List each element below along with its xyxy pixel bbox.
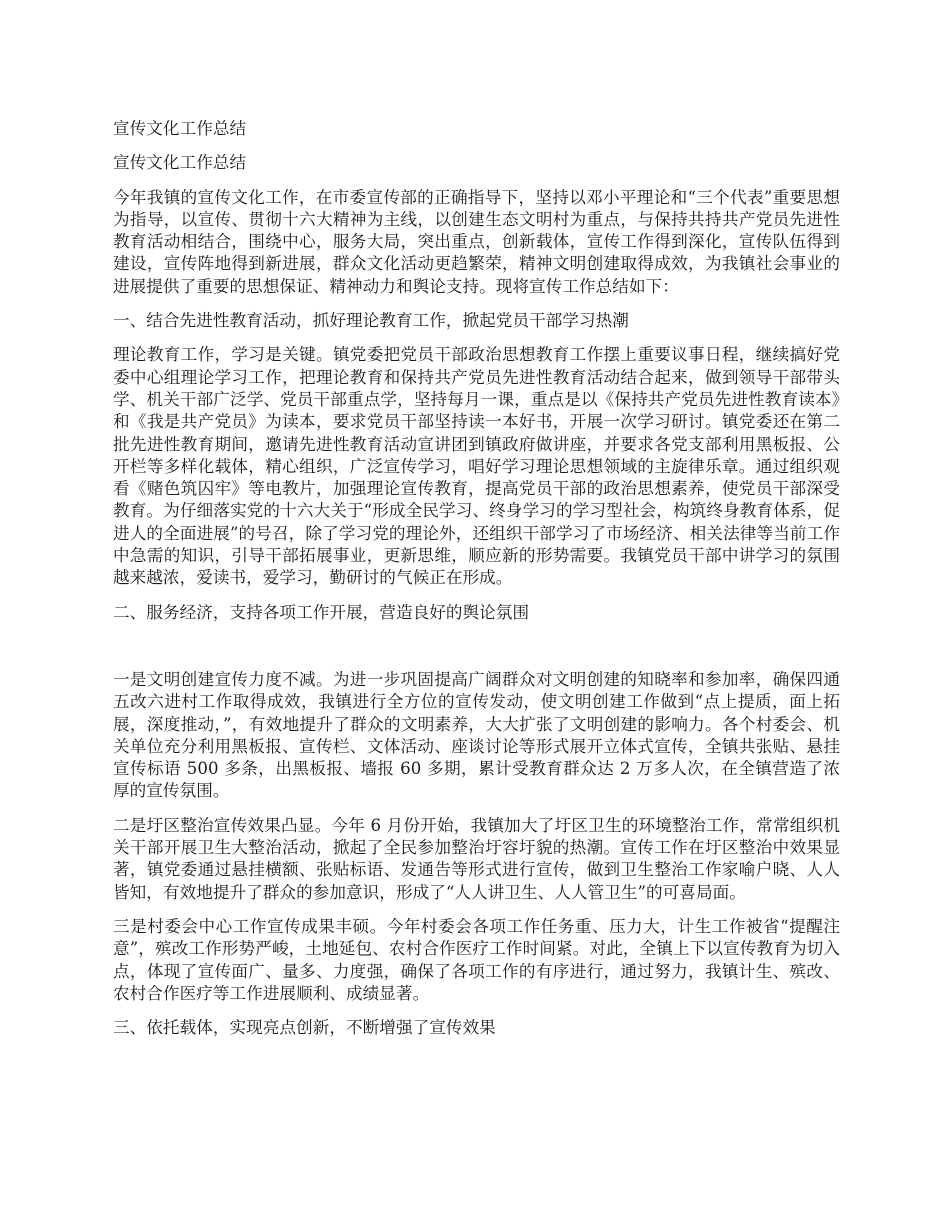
document-title: 宣传文化工作总结	[113, 119, 247, 138]
section-heading-3: 三、依托载体，实现亮点创新，不断增强了宣传效果	[113, 1018, 496, 1038]
section-1-paragraph: 理论教育工作，学习是关键。镇党委把党员干部政治思想教育工作摆上重要议事日程，继续搞好党委中心组理论学习工作，把理论教育和保持共产党员先进性教育活动结合起来，做到领导干部带头学、机关干部广泛学、党员干部重点学，坚持每月一课，重点是以《保持共产党员先进性教育读本》和《我是共产党员》为读本，要求党员干部坚持读一本好书，开展一次学习研讨。镇党委还在第二批先进性教育期间，邀请先进性教育活动宣讲团到镇政府做讲座，并要求各党支部利用黑板报、公开栏等多样化载体，精心组织，广泛宣传学习，唱好学习理论思想领域的主旋律乐章。通过组织观看《赌色筑囚牢》等电教片，加强理论宣传教育，提高党员干部的政治思想素养，使党员干部深受教育。为仔细落实党的十六大关于“形成全民学习、终身学习的学习型社会，构筑终身教育体系，促进人的全面进展”的号召，除了学习党的理论外，还组织干部学习了市场经济、相关法律等当前工作中急需的知识，引导干部拓展事业，更新思维，顺应新的形势需要。我镇党员干部中讲学习的氛围越来越浓，爱读书，爱学习，勤研讨的气候正在形成。	[113, 345, 840, 588]
document-subtitle: 宣传文化工作总结	[113, 153, 247, 173]
section-2-paragraph-2: 二是圩区整治宣传效果凸显。今年 6 月份开始，我镇加大了圩区卫生的环境整治工作，常常组织机关干部开展卫生大整治活动，掀起了全民参加整治圩容圩貌的热潮。宣传工作在圩区整治中效果显著，镇党委通过悬挂横额、张贴标语、发通告等形式进行宣传，做到卫生整治工作家喻户晓、人人皆知，有效地提升了群众的参加意识，形成了“人人讲卫生、人人管卫生”的可喜局面。	[113, 815, 840, 902]
section-2-paragraph-1: 一是文明创建宣传力度不减。为进一步巩固提高广阔群众对文明创建的知晓率和参加率，确保四通五改六进村工作取得成效，我镇进行全方位的宣传发动，使文明创建工作做到“点上提质，面上拓展，深度推动，”，有效地提升了群众的文明素养，大大扩张了文明创建的影响力。各个村委会、机关单位充分利用黑板报、宣传栏、文体活动、座谈讨论等形式展开立体式宣传，全镇共张贴、悬挂宣传标语 500 多条，出黑板报、墙报 60 多期，累计受教育群众达 2 万多人次，在全镇营造了浓厚的宣传氛围。	[113, 669, 840, 801]
section-2-paragraph-3: 三是村委会中心工作宣传成果丰硕。今年村委会各项工作任务重、压力大，计生工作被省“提醒注意”，殡改工作形势严峻，土地延包、农村合作医疗工作时间紧。对此，全镇上下以宣传教育为切入点，体现了宣传面广、量多、力度强，确保了各项工作的有序进行，通过努力，我镇计生、殡改、农村合作医疗等工作进展顺利、成绩显著。	[113, 916, 840, 1003]
document-body	[113, 118, 840, 1039]
section-heading-2: 二、服务经济，支持各项工作开展，营造良好的舆论氛围	[113, 602, 530, 622]
section-heading-1: 一、结合先进性教育活动，抓好理论教育工作，掀起党员干部学习热潮	[113, 311, 629, 331]
intro-paragraph: 今年我镇的宣传文化工作，在市委宣传部的正确指导下，坚持以邓小平理论和“三个代表”重要思想为指导，以宣传、贯彻十六大精神为主线，以创建生态文明村为重点，与保持共持共产党员先进性教育活动相结合，围绕中心，服务大局，突出重点，创新载体，宣传工作得到深化，宣传队伍得到建设，宣传阵地得到新进展，群众文化活动更趋繁荣，精神文明创建取得成效，为我镇社会事业的进展提供了重要的思想保证、精神动力和舆论支持。现将宣传工作总结如下：	[113, 187, 840, 296]
